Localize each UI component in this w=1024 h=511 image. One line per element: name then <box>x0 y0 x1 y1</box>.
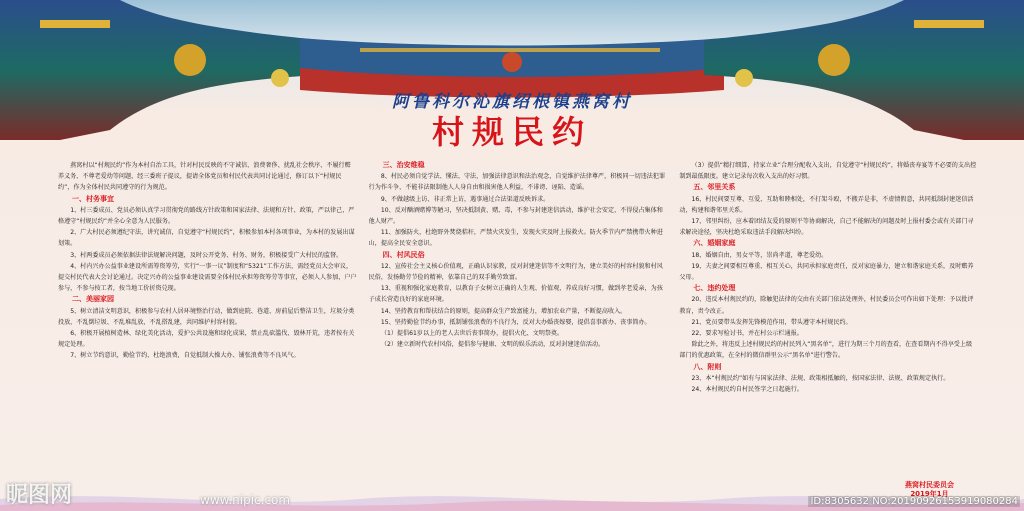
clause-paragraph: （1）提倡61岁以上的老人去世后丧事简办，提倡火化、文明祭奠。 <box>380 330 564 338</box>
header <box>0 92 1024 150</box>
clause-paragraph: 11、加强防火，杜绝野外焚烧秸秆，严禁火灾发生，发现火灾及时上报救火。防火季节内严禁携带火种进山，提高全民安全意识。 <box>368 229 663 248</box>
section-heading: 七、违约处理 <box>693 284 736 293</box>
clause-paragraph: 8、村民必须自觉学法、懂法、守法，加强法律意识和法治观念，自觉维护法律尊严，积极同一切违法犯罪行为作斗争，不能非法限制他人人身自由和损害他人利益，不诽谤、诬陷、造谣。 <box>368 173 666 192</box>
clause-paragraph: 17、邻里纠纷，应本着团结友爱的原则平等协商解决，自己不能解决的问题及时上报村委会或有关部门寻求解决途径，坚决杜绝采取违法手段解决纠纷。 <box>679 218 974 237</box>
signature-org: 燕窝村民委员会 <box>905 481 954 489</box>
clause-paragraph: 20、违反本村规民约的，除触犯法律的交由有关部门依法处理外，村民委员会可作出如下处理：予以批评教育，责令改正。 <box>679 296 974 315</box>
clause-paragraph: 10、反对酗酒赌博等陋习，坚决抵制黄、赌、毒，不参与封建迷信活动，维护社会安定，不得侵占集体和他人财产。 <box>368 206 663 226</box>
clause-paragraph: 12、宣传社会主义核心价值观，正确认识家教，反对封建迷信等不文明行为，建立美好的村容村貌和村风民俗，发扬勤劳节俭的精神，依靠自己的双手勤劳致富。 <box>368 262 663 282</box>
clause-paragraph: 4、村内兴办公益事业建设所需筹资筹劳，实行“一事一议”制度和“5321”工作方法，需经党员大会审议，提交村民代表大会讨论通过。决定兴办的公益事业建设需要全体村民承担筹资筹劳等事宜，必须人人参加，户户参与，不参与按工者，按当地工价折资兑现。 <box>58 262 357 293</box>
content-columns <box>58 160 978 490</box>
section-heading: 八、附则 <box>693 362 722 371</box>
watermark-id: ID:8305632 NO:20190926153919080284 <box>810 496 1018 507</box>
clause-paragraph: 1、村三委成员、党员必须认真学习贯彻党的路线方针政策和国家法律、法规和方针、政策，严以律己，严格遵守“村规民约”并全心全意为人民服务。 <box>58 206 355 226</box>
signature-date: 2019年1月 <box>910 490 949 498</box>
clause-paragraph: （3）提倡“精打细算，持家立业”合理分配收入支出，自觉遵守“村规民约”，将婚丧寿宴等不必要的支出控制到最低限度。建立记录每次收入支出的好习惯。 <box>679 162 977 181</box>
clause-paragraph: 16、村民间要互尊、互爱、互助和睦相处，不打架斗殴，不搬弄是非，不虚情假意，共同抵制封建迷信活动，构建和谐邻里关系。 <box>679 195 974 214</box>
watermark-logo: 昵图网 <box>6 483 73 508</box>
clause-paragraph: 9、不做越级上访、非正常上访，遇事通过合法渠道反映诉求。 <box>380 195 550 203</box>
clause-paragraph: 7、树立节约意识，勤俭节约、杜绝浪费，自觉抵制大操大办、铺张浪费等不良风气。 <box>70 352 300 360</box>
clause-paragraph: 除此之外，将违反上述村规民约的村民列入“黑名单”，进行为期三个月的查看，在查看期内不得享受上级部门的优惠政策，在全村的微信群里公示“黑名单”进行警告。 <box>679 341 973 360</box>
clause-paragraph: 13、重视和强化家庭教育，以教育子女树立正确的人生观、价值观，养成良好习惯，做到孝老爱亲，为孩子成长营造良好的家庭环境。 <box>368 285 663 304</box>
clause-paragraph: 23、本“村规民约”如有与国家法律、法规、政策相抵触的，按国家法律、法规、政策规定执行。 <box>691 374 950 382</box>
column-right <box>679 160 978 490</box>
clause-paragraph: 5、树立清洁文明意识，积极参与农村人居环境整治行动，做到庭院、巷道、房前屋后整洁卫生，垃圾分类投放，不乱倒垃圾、不乱堆乱放，不乱搭乱建，共同维护村容村貌。 <box>58 307 355 326</box>
clause-paragraph: 燕窝村以“村规民约”作为本村自治工具，针对村民反映的不守诚信、浪费奢侈、扰乱社会秩序、不履行赡养义务、不尊老爱幼等问题，经三委班子提议，提请全体党员和村民代表共同讨论通过，修订以下“村规民约”，作为全体村民共同遵守的行为规范。 <box>58 162 351 192</box>
clause-paragraph: 21、党员要带头发挥先锋模范作用，带头遵守本村规民约。 <box>691 318 852 326</box>
page-title: 村规民约 <box>431 113 592 151</box>
clause-paragraph: 19、夫妻之间要相互尊重、相互关心，共同承担家庭责任，反对家庭暴力，建立和谐家庭关系，及时赡养父母。 <box>679 262 974 282</box>
section-heading: 六、婚姻家庭 <box>693 239 736 248</box>
section-heading: 四、村风民俗 <box>382 250 425 259</box>
clause-paragraph: （2）建立新时代农村风俗，提倡参与健康、文明的娱乐活动，反对封建迷信活动。 <box>380 341 605 349</box>
section-heading: 二、美丽家园 <box>72 295 114 304</box>
column-middle <box>369 160 668 490</box>
clause-paragraph: 22、要求写检讨书，并在村公示栏通报。 <box>691 330 803 338</box>
clause-paragraph: 15、坚持勤俭节约办事，抵制铺张浪费的不良行为，反对大办婚丧嫁娶，提倡喜事新办、丧事简办。 <box>380 318 651 326</box>
column-left <box>58 160 357 490</box>
section-heading: 三、治安维稳 <box>382 161 425 169</box>
watermark-url: www.nipic.com <box>200 493 291 507</box>
clause-paragraph: 14、坚持教育和帮扶结合的原则，提高群众生产致富能力，增加农业产量，不断提高收入。 <box>380 307 627 315</box>
clause-paragraph: 18、婚姻自由，男女平等，崇尚孝道，尊老爱幼。 <box>691 251 828 259</box>
clause-paragraph: 6、积极开展植树造林、绿化美化活动，爱护公共设施和绿化成果，禁止乱砍滥伐、毁林开荒，违者按有关规定处理。 <box>58 330 355 349</box>
clause-paragraph: 24、本村规民约自村民签字之日起施行。 <box>691 386 803 394</box>
clause-paragraph: 3、村两委成员必须依据法律法规解决问题，及时公开党务、村务、财务，积极接受广大村民的监督。 <box>70 251 343 259</box>
section-heading: 五、邻里关系 <box>693 183 736 192</box>
section-heading: 一、村务事宜 <box>72 194 114 203</box>
clause-paragraph: 2、广大村民必须遵纪守法，讲究诚信，自觉遵守“村规民约”，积极参加本村各项事业，为本村的发展出谋划策。 <box>58 229 355 248</box>
village-subtitle: 阿鲁科尔沁旗绍根镇燕窝村 <box>392 92 632 112</box>
